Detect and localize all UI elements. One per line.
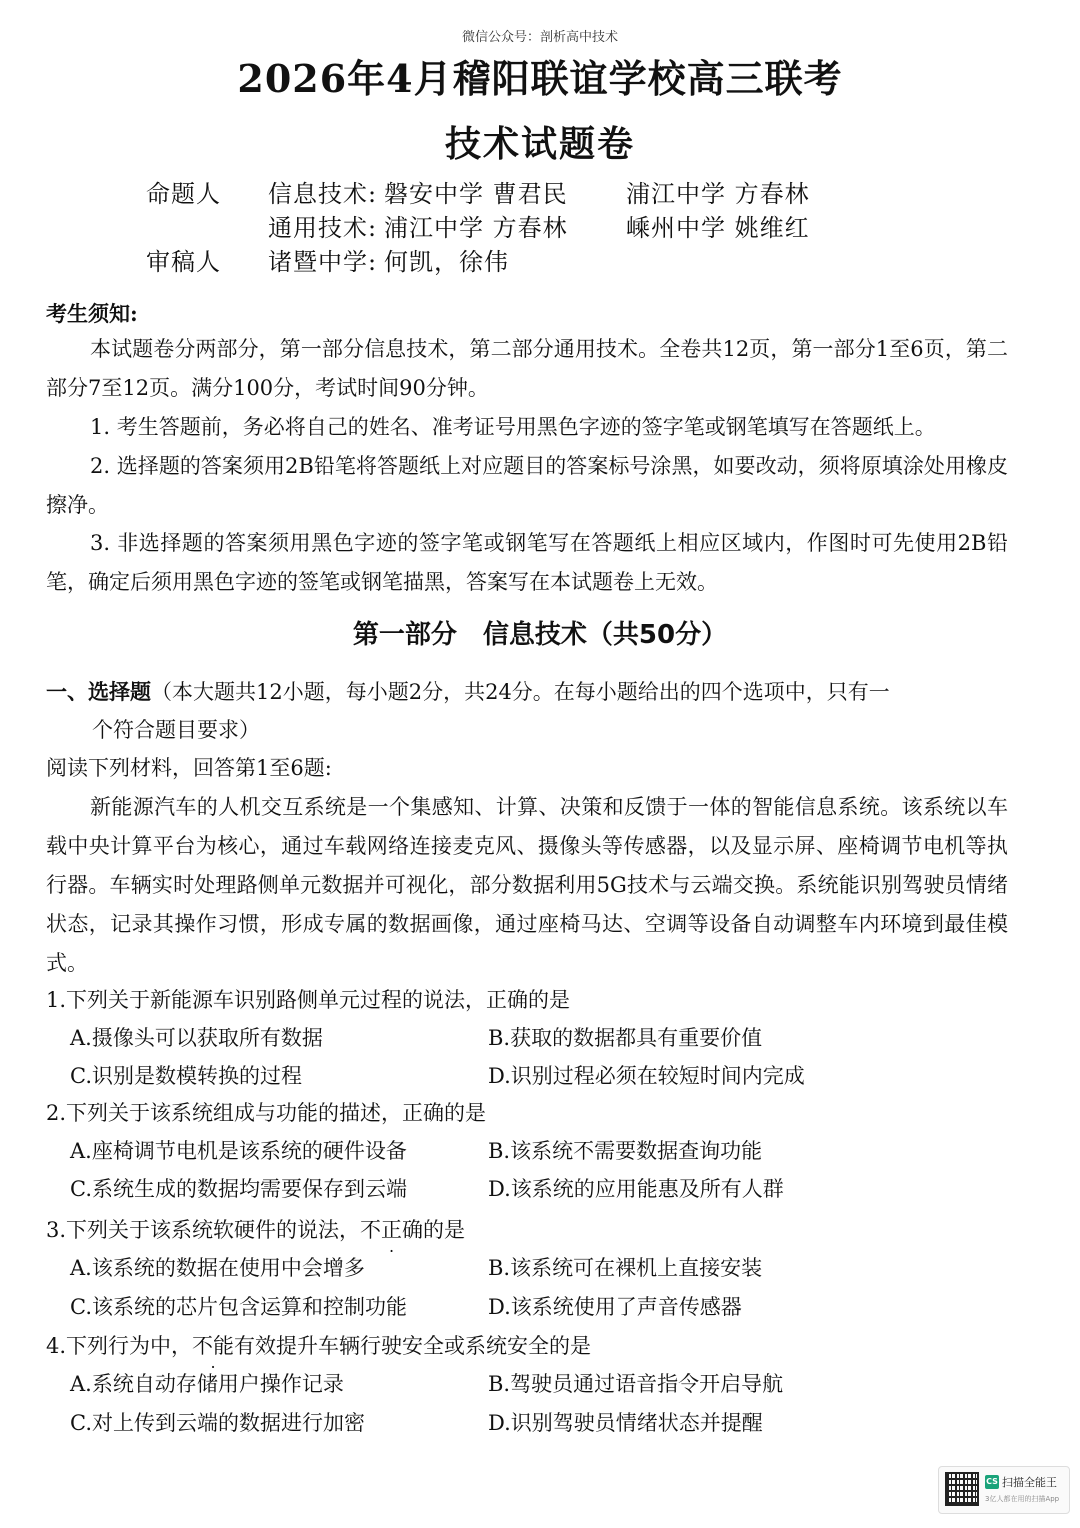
q3-option-b: B.该系统可在裸机上直接安装 — [488, 1256, 763, 1280]
author-it-1: 磐安中学 曹君民 — [384, 180, 568, 208]
q2-option-d: D.该系统的应用能惠及所有人群 — [488, 1177, 784, 1201]
q4-stem-post: 有效提升车辆行驶安全或系统安全的是 — [234, 1334, 592, 1358]
q3-option-a: A.该系统的数据在使用中会增多 — [70, 1256, 365, 1280]
author-label: 命题人 — [146, 180, 221, 208]
q4-option-a: A.系统自动存储用户操作记录 — [70, 1372, 344, 1396]
exam-subtitle: 技术试题卷 — [444, 123, 635, 165]
q1-option-b: B.获取的数据都具有重要价值 — [488, 1026, 763, 1050]
choice-heading-bold: 一、选择题 — [46, 679, 151, 704]
read-prompt: 阅读下列材料，回答第1至6题: — [46, 756, 332, 780]
q4-option-d: D.识别驾驶员情绪状态并提醒 — [488, 1411, 763, 1435]
q4-option-c: C.对上传到云端的数据进行加密 — [70, 1411, 365, 1435]
q4-stem — [46, 1330, 591, 1360]
q3-stem-emphasis: 不正确 — [360, 1218, 424, 1242]
qr-code-icon — [945, 1472, 979, 1506]
section-title: 第一部分 信息技术（共50分） — [352, 620, 728, 650]
material-text: 新能源汽车的人机交互系统是一个集感知、计算、决策和反馈于一体的智能信息系统。该系统以车载中央计算平台为核心，通过车载网络连接麦克风、摄像头等传感器，以及显示屏、座椅调节电机等执行器。车辆实时处理路侧单元数据并可视化，部分数据利用5G技术与云端交换。系统能识别驾驶员情绪状态，记录其操作习惯，形成专属的数据画像，通过座椅马达、空调等设备自动调整车内环境到最佳模式。 — [46, 795, 1008, 975]
q2-stem: 2.下列关于该系统组成与功能的描述，正确的是 — [46, 1101, 487, 1125]
notice-heading: 考生须知: — [46, 301, 138, 326]
notice-intro: 本试题卷分两部分，第一部分信息技术，第二部分通用技术。全卷共12页，第一部分1至6页，第二部分7至12页。满分100分，考试时间90分钟。 — [46, 337, 1008, 400]
wechat-note: 微信公众号：剖析高中技术 — [461, 30, 618, 45]
scanner-subtitle: 3亿人都在用的扫描App — [985, 1495, 1060, 1503]
q4-stem-pre: 4.下列行为中， — [46, 1334, 193, 1358]
author-it-2: 浦江中学 方春林 — [626, 180, 810, 208]
reviewer-label: 审稿人 — [146, 248, 221, 276]
scanner-title: 扫描全能王 — [1002, 1476, 1057, 1489]
q2-option-c: C.系统生成的数据均需要保存到云端 — [70, 1177, 407, 1201]
exam-title: 2026年4月稽阳联谊学校高三联考 — [237, 56, 843, 101]
choice-heading-line2: 个符合题目要求） — [92, 718, 260, 742]
scanner-watermark — [938, 1466, 1070, 1514]
q1-option-c: C.识别是数模转换的过程 — [70, 1064, 302, 1088]
q4-option-b: B.驾驶员通过语音指令开启导航 — [488, 1372, 784, 1396]
q1-option-a: A.摄像头可以获取所有数据 — [70, 1026, 323, 1050]
notice-item-1: 1. 考生答题前，务必将自己的姓名、准考证号用黑色字迹的签字笔或钢笔填写在答题纸上。 — [90, 415, 936, 439]
q4-stem-emphasis: 不能 — [192, 1334, 235, 1358]
q1-stem: 1.下列关于新能源车识别路侧单元过程的说法，正确的是 — [46, 988, 571, 1012]
camscanner-logo-icon: CS — [985, 1475, 999, 1489]
q3-stem-pre: 3.下列关于该系统软硬件的说法， — [46, 1218, 361, 1242]
reviewer-school: 诸暨中学: — [268, 248, 378, 276]
q3-option-c: C.该系统的芯片包含运算和控制功能 — [70, 1295, 407, 1319]
choice-heading-rest: （本大题共12小题，每小题2分，共24分。在每小题给出的四个选项中，只有一 — [151, 680, 890, 704]
q2-option-b: B.该系统不需要数据查询功能 — [488, 1139, 763, 1163]
author-subject-it: 信息技术: — [268, 180, 378, 208]
q2-option-a: A.座椅调节电机是该系统的硬件设备 — [70, 1139, 407, 1163]
author-gt-1: 浦江中学 方春林 — [384, 214, 568, 242]
author-subject-gt: 通用技术: — [268, 214, 378, 242]
q1-option-d: D.识别过程必须在较短时间内完成 — [488, 1064, 805, 1088]
notice-item-2: 2. 选择题的答案须用2B铅笔将答题纸上对应题目的答案标号涂黑，如要改动，须将原填涂处用橡皮擦净。 — [46, 454, 1008, 517]
q3-stem-post: 的是 — [423, 1218, 466, 1242]
choice-heading — [46, 676, 890, 706]
q3-option-d: D.该系统使用了声音传感器 — [488, 1295, 742, 1319]
reviewer-names: 何凯，徐伟 — [384, 248, 509, 276]
q3-stem — [46, 1214, 465, 1244]
author-gt-2: 嵊州中学 姚维红 — [626, 214, 810, 242]
notice-item-3: 3. 非选择题的答案须用黑色字迹的签字笔或钢笔写在答题纸上相应区域内，作图时可先使用2B铅笔，确定后须用黑色字迹的签笔或钢笔描黑，答案写在本试题卷上无效。 — [46, 531, 1008, 594]
